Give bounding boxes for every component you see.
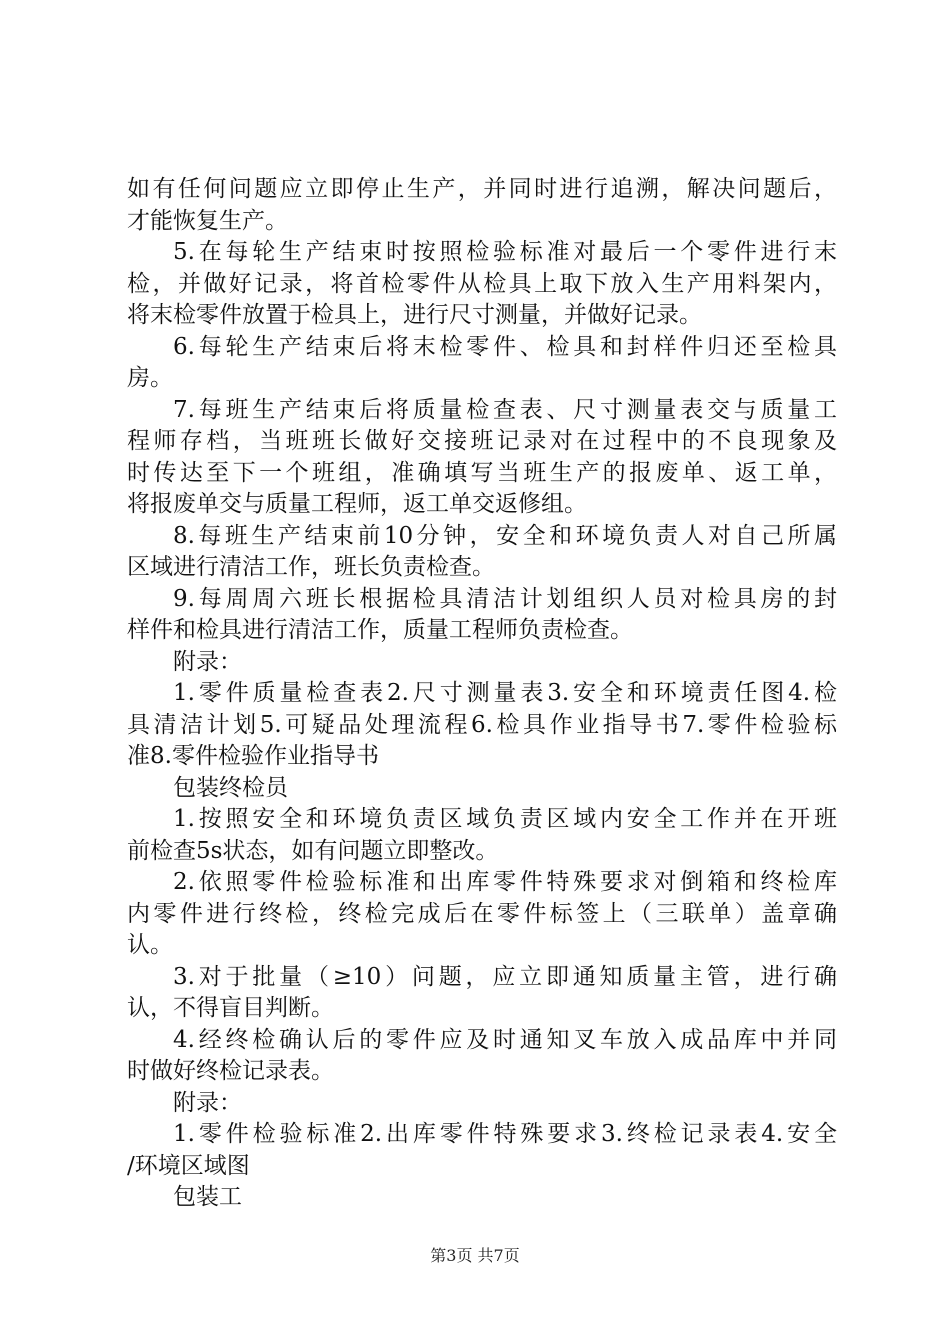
text-line: 准8.零件检验作业指导书 (127, 743, 379, 769)
section-heading: 包装工 (173, 1184, 242, 1210)
text-line: 7.每班生产结束后将质量检查表、尺寸测量表交与质量工 (173, 396, 837, 423)
section-heading: 包装终检员 (173, 774, 288, 801)
text-line: 将末检零件放置于检具上，进行尺寸测量，并做好记录。 (127, 302, 702, 328)
text-line: 5.在每轮生产结束时按照检验标准对最后一个零件进行末 (173, 239, 837, 265)
text-line: /环境区域图 (127, 1152, 250, 1179)
text-line: 时做好终检记录表。 (127, 1058, 334, 1084)
text-line: 6.每轮生产结束后将末检零件、检具和封样件归还至检具 (173, 333, 837, 360)
text-line: 1.零件检验标准2.出库零件特殊要求3.终检记录表4.安全 (173, 1121, 837, 1147)
text-line: 具清洁计划5.可疑品处理流程6.检具作业指导书7.零件检验标 (127, 711, 837, 738)
text-line: 认。 (127, 932, 173, 958)
text-line: 房。 (127, 365, 173, 391)
text-line: 8.每班生产结束前10分钟，安全和环境负责人对自己所属 (173, 522, 837, 549)
text-line: 3.对于批量（≥10）问题，应立即通知质量主管，进行确 (173, 963, 837, 990)
text-line: 时传达至下一个班组，准确填写当班生产的报废单、返工单， (127, 459, 837, 486)
section-heading: 附录： (173, 1089, 242, 1116)
text-line: 程师存档，当班班长做好交接班记录对在过程中的不良现象及 (127, 428, 837, 454)
text-line: 检，并做好记录，将首检零件从检具上取下放入生产用料架内， (127, 270, 837, 297)
text-line: 区域进行清洁工作，班长负责检查。 (127, 554, 495, 580)
text-line: 如有任何问题应立即停止生产，并同时进行追溯，解决问题后， (127, 176, 837, 202)
text-line: 1.零件质量检查表2.尺寸测量表3.安全和环境责任图4.检 (173, 680, 837, 706)
text-line: 认，不得盲目判断。 (127, 995, 334, 1021)
text-line: 1.按照安全和环境负责区域负责区域内安全工作并在开班 (173, 806, 837, 832)
document-body (127, 174, 837, 1214)
text-line: 内零件进行终检，终检完成后在零件标签上（三联单）盖章确 (127, 900, 837, 927)
text-line: 才能恢复生产。 (127, 207, 288, 234)
text-line: 4.经终检确认后的零件应及时通知叉车放入成品库中并同 (173, 1026, 837, 1053)
text-line: 将报废单交与质量工程师，返工单交返修组。 (127, 491, 587, 517)
page-footer: 第3页 共7页 (430, 1246, 520, 1265)
text-line: 样件和检具进行清洁工作，质量工程师负责检查。 (127, 617, 633, 643)
text-line: 9.每周周六班长根据检具清洁计划组织人员对检具房的封 (173, 585, 837, 612)
text-line: 2.依照零件检验标准和出库零件特殊要求对倒箱和终检库 (173, 869, 837, 895)
section-heading: 附录： (173, 648, 242, 675)
text-line: 前检查5s状态，如有问题立即整改。 (127, 837, 499, 864)
